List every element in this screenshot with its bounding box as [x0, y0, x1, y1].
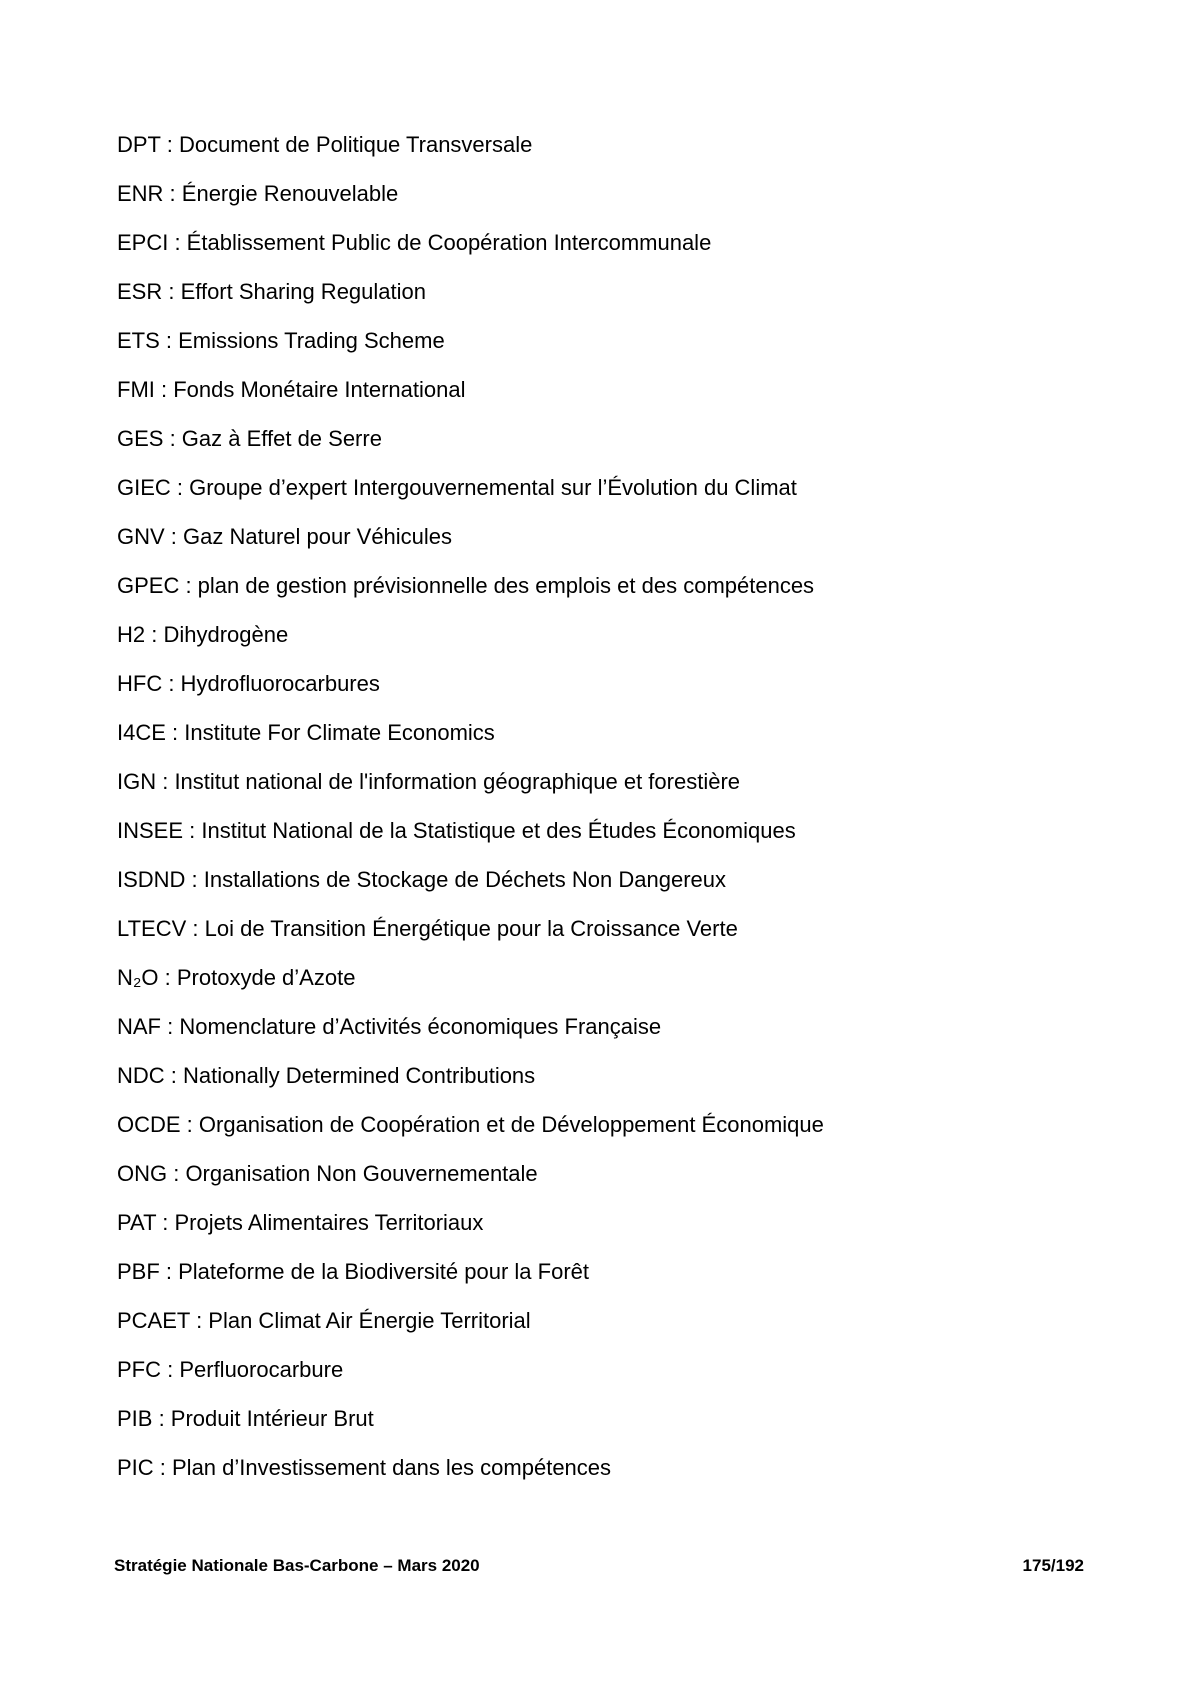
glossary-entry: I4CE : Institute For Climate Economics [117, 720, 495, 745]
glossary-entry: PFC : Perfluorocarbure [117, 1357, 344, 1382]
glossary-list [117, 128, 824, 1500]
glossary-entry: GES : Gaz à Effet de Serre [117, 426, 382, 451]
glossary-entry: GNV : Gaz Naturel pour Véhicules [117, 524, 453, 549]
glossary-entry: ENR : Énergie Renouvelable [117, 181, 399, 206]
glossary-entry: OCDE : Organisation de Coopération et de Développement Économique [117, 1112, 824, 1137]
glossary-entry: ESR : Effort Sharing Regulation [117, 279, 426, 304]
glossary-entry: INSEE : Institut National de la Statistique et des Études Économiques [117, 818, 796, 843]
glossary-entry: GPEC : plan de gestion prévisionnelle des emplois et des compétences [117, 573, 815, 598]
glossary-entry: DPT : Document de Politique Transversale [117, 132, 533, 157]
glossary-entry: HFC : Hydrofluorocarbures [117, 671, 380, 696]
glossary-entry: ETS : Emissions Trading Scheme [117, 328, 445, 353]
footer-document-title: Stratégie Nationale Bas-Carbone – Mars 2020 [114, 1556, 480, 1575]
page-footer [114, 1556, 1084, 1576]
glossary-entry: PCAET : Plan Climat Air Énergie Territorial [117, 1308, 531, 1333]
glossary-entry: NAF : Nomenclature d’Activités économiques Française [117, 1014, 662, 1039]
glossary-entry: EPCI : Établissement Public de Coopération Intercommunale [117, 230, 712, 255]
glossary-entry: ONG : Organisation Non Gouvernementale [117, 1161, 538, 1186]
glossary-entry: GIEC : Groupe d’expert Intergouvernemental sur l’Évolution du Climat [117, 475, 797, 500]
glossary-entry: H2 : Dihydrogène [117, 622, 289, 647]
glossary-entry: NDC : Nationally Determined Contributions [117, 1063, 536, 1088]
glossary-entry: PIC : Plan d’Investissement dans les compétences [117, 1455, 612, 1480]
glossary-entry: PIB : Produit Intérieur Brut [117, 1406, 374, 1431]
glossary-entry: N₂O : Protoxyde d’Azote [117, 965, 356, 990]
glossary-entry: PBF : Plateforme de la Biodiversité pour la Forêt [117, 1259, 589, 1284]
glossary-entry: LTECV : Loi de Transition Énergétique pour la Croissance Verte [117, 916, 738, 941]
glossary-entry: IGN : Institut national de l'information géographique et forestière [117, 769, 741, 794]
glossary-entry: ISDND : Installations de Stockage de Déchets Non Dangereux [117, 867, 726, 892]
footer-page-number: 175/192 [1022, 1556, 1084, 1575]
glossary-entry: PAT : Projets Alimentaires Territoriaux [117, 1210, 484, 1235]
glossary-entry: FMI : Fonds Monétaire International [117, 377, 466, 402]
